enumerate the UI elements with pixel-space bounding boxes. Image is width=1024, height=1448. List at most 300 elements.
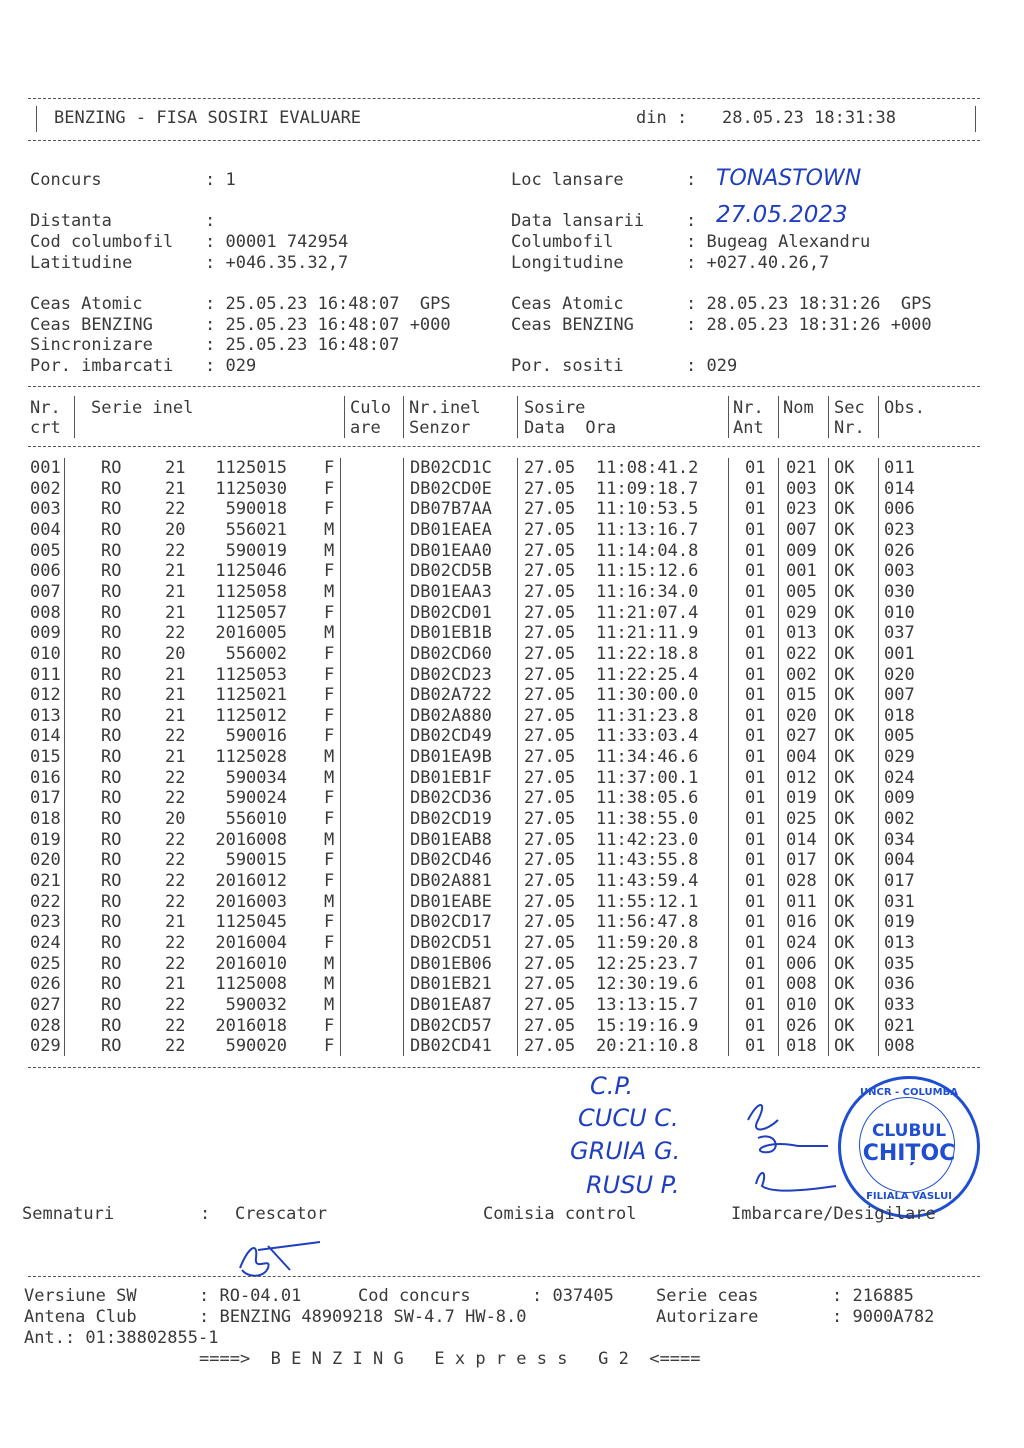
sensor-id: DB02CD36 [410, 788, 492, 809]
obs: 021 [884, 1015, 915, 1036]
table-row [0, 954, 1000, 975]
serie-ceas-label: Serie ceas [656, 1286, 759, 1306]
data-lansarii-colon: : [686, 211, 697, 231]
table-row [0, 582, 1000, 603]
nom: 002 [786, 664, 817, 685]
ring-year: 22 [165, 1036, 186, 1057]
columbofil-label: Columbofil [511, 232, 614, 252]
ring-country: RO [101, 788, 122, 809]
longitudine-value: : +027.40.26,7 [686, 253, 830, 273]
benzing-left-value: : 25.05.23 16:48:07 +000 [205, 315, 451, 335]
autorizare-value: : 9000A782 [832, 1307, 935, 1327]
obs: 017 [884, 871, 915, 891]
stamp-bottom-text: FILIALA VASLUI [866, 1191, 952, 1202]
arrival-time: 11:14:04.8 [596, 540, 699, 561]
nom: 004 [786, 747, 817, 768]
antenna-nr: 01 [745, 829, 766, 850]
arrival-date: 27.05 [524, 829, 576, 850]
nom: 024 [786, 932, 817, 953]
antenna-nr: 01 [745, 664, 766, 685]
concurs-value: : 1 [205, 170, 236, 190]
arrival-date: 27.05 [524, 767, 576, 788]
table-row [0, 541, 1000, 562]
imbarcati-label: Por. imbarcati [30, 356, 174, 376]
body-sep [828, 458, 829, 1056]
arrival-time: 11:33:03.4 [596, 726, 699, 747]
antena-value: : BENZING 48909218 SW-4.7 HW-8.0 [199, 1307, 527, 1327]
arrival-date: 27.05 [524, 726, 576, 747]
arrival-time: 11:13:16.7 [596, 519, 699, 540]
arrival-time: 11:37:00.1 [596, 767, 699, 788]
benzing-right-value: : 28.05.23 18:31:26 +000 [686, 315, 932, 335]
obs: 008 [884, 1036, 915, 1057]
imbarcati-value: : 029 [205, 356, 257, 376]
ring-year: 22 [165, 994, 186, 1015]
sec-nr: OK [834, 871, 855, 891]
nom: 017 [786, 850, 817, 871]
ring-country: RO [101, 871, 122, 891]
col-nr-ant-2: Ant [733, 418, 764, 438]
ring-year: 20 [165, 519, 186, 540]
ring-country: RO [101, 499, 122, 520]
sex: F [324, 1036, 335, 1057]
sec-nr: OK [834, 850, 855, 871]
ring-country: RO [101, 581, 122, 602]
row-nr: 022 [30, 891, 61, 912]
benzing-left-label: Ceas BENZING [30, 315, 153, 335]
ring-year: 22 [165, 788, 186, 809]
ring-year: 21 [165, 685, 186, 706]
body-sep [340, 458, 341, 1056]
hdr-sep [403, 396, 404, 438]
nom: 019 [786, 788, 817, 809]
ring-country: RO [101, 602, 122, 623]
ring-year: 20 [165, 643, 186, 664]
arrival-date: 27.05 [524, 850, 576, 871]
sensor-id: DB07B7AA [410, 499, 492, 520]
ring-country: RO [101, 747, 122, 768]
row-nr: 008 [30, 602, 61, 623]
arrival-date: 27.05 [524, 685, 576, 706]
antenna-nr: 01 [745, 602, 766, 623]
sex: M [324, 623, 335, 644]
benzing-right-label: Ceas BENZING [511, 315, 634, 335]
data-lansarii-label: Data lansarii [511, 211, 645, 231]
signature-scribble [240, 1248, 269, 1276]
sec-nr: OK [834, 478, 855, 499]
latitudine-value: : +046.35.32,7 [205, 253, 349, 273]
committee-rusu: RUSU P. [586, 1171, 680, 1199]
row-nr: 017 [30, 788, 61, 809]
row-nr: 016 [30, 767, 61, 788]
table-row [0, 933, 1000, 954]
arrival-date: 27.05 [524, 788, 576, 809]
semnaturi-label: Semnaturi [22, 1204, 115, 1224]
ring-year: 20 [165, 809, 186, 830]
col-nom: Nom [783, 398, 814, 418]
sex: F [324, 871, 335, 891]
sensor-id: DB01EAEA [410, 519, 492, 540]
antenna-nr: 01 [745, 540, 766, 561]
ring-country: RO [101, 726, 122, 747]
ring-number: 2016003 [215, 891, 287, 912]
arrival-date: 27.05 [524, 664, 576, 685]
ring-number: 2016010 [215, 953, 287, 974]
ring-country: RO [101, 767, 122, 788]
atomic-left-label: Ceas Atomic [30, 294, 143, 314]
ring-country: RO [101, 912, 122, 933]
ring-year: 22 [165, 540, 186, 561]
ring-country: RO [101, 809, 122, 830]
nom: 007 [786, 519, 817, 540]
loc-lansare-colon: : [686, 170, 697, 190]
arrival-time: 20:21:10.8 [596, 1036, 699, 1057]
table-row [0, 830, 1000, 851]
table-row [0, 499, 1000, 520]
table-row [0, 561, 1000, 582]
arrival-date: 27.05 [524, 871, 576, 891]
antenna-nr: 01 [745, 767, 766, 788]
obs: 010 [884, 602, 915, 623]
row-nr: 019 [30, 829, 61, 850]
row-nr: 001 [30, 458, 61, 478]
cod-columbofil-label: Cod columbofil [30, 232, 174, 252]
antenna-nr: 01 [745, 747, 766, 768]
arrival-time: 11:56:47.8 [596, 912, 699, 933]
ring-number: 2016008 [215, 829, 287, 850]
arrival-time: 11:34:46.6 [596, 747, 699, 768]
obs: 031 [884, 891, 915, 912]
sec-nr: OK [834, 1036, 855, 1057]
arrival-time: 11:15:12.6 [596, 561, 699, 582]
ring-number: 1125012 [215, 705, 287, 726]
obs: 013 [884, 932, 915, 953]
ring-country: RO [101, 974, 122, 995]
col-nr-ant-1: Nr. [733, 398, 764, 418]
table-row [0, 974, 1000, 995]
versiune-label: Versiune SW [24, 1286, 137, 1306]
ring-year: 21 [165, 581, 186, 602]
sex: F [324, 643, 335, 664]
sec-nr: OK [834, 767, 855, 788]
row-nr: 014 [30, 726, 61, 747]
ring-number: 2016018 [215, 1015, 287, 1036]
hdr-sep [778, 396, 779, 438]
nom: 010 [786, 994, 817, 1015]
ring-year: 22 [165, 871, 186, 891]
arrival-date: 27.05 [524, 499, 576, 520]
report-title: BENZING - FISA SOSIRI EVALUARE [54, 108, 362, 128]
table-row [0, 685, 1000, 706]
row-nr: 009 [30, 623, 61, 644]
arrival-time: 11:59:20.8 [596, 932, 699, 953]
nom: 006 [786, 953, 817, 974]
ring-country: RO [101, 664, 122, 685]
obs: 004 [884, 850, 915, 871]
committee-cp: C.P. [590, 1072, 634, 1100]
arrival-time: 11:08:41.2 [596, 458, 699, 478]
row-nr: 028 [30, 1015, 61, 1036]
body-sep [64, 458, 65, 1056]
obs: 023 [884, 519, 915, 540]
stamp-top-text: UNCR - COLUMBA [860, 1087, 958, 1098]
arrivals-table [0, 458, 1000, 1058]
table-row [0, 768, 1000, 789]
versiune-value: : RO-04.01 [199, 1286, 302, 1306]
col-nr-crt-2: crt [30, 418, 61, 438]
obs: 024 [884, 767, 915, 788]
nom: 013 [786, 623, 817, 644]
ring-year: 21 [165, 974, 186, 995]
sex: M [324, 891, 335, 912]
arrival-date: 27.05 [524, 809, 576, 830]
sensor-id: DB01EB06 [410, 953, 492, 974]
ring-number: 1125046 [215, 561, 287, 582]
ring-country: RO [101, 540, 122, 561]
sec-nr: OK [834, 809, 855, 830]
ring-year: 21 [165, 602, 186, 623]
antenna-nr: 01 [745, 478, 766, 499]
obs: 020 [884, 664, 915, 685]
sositi-value: : 029 [686, 356, 738, 376]
antenna-nr: 01 [745, 788, 766, 809]
ring-year: 22 [165, 623, 186, 644]
sec-nr: OK [834, 891, 855, 912]
sensor-id: DB01EAA0 [410, 540, 492, 561]
table-row [0, 1036, 1000, 1057]
sositi-label: Por. sositi [511, 356, 624, 376]
obs: 035 [884, 953, 915, 974]
col-sec-nr-1: Sec [834, 398, 865, 418]
obs: 002 [884, 809, 915, 830]
table-row [0, 747, 1000, 768]
arrival-date: 27.05 [524, 458, 576, 478]
sec-nr: OK [834, 519, 855, 540]
obs: 033 [884, 994, 915, 1015]
ring-number: 2016004 [215, 932, 287, 953]
antenna-nr: 01 [745, 912, 766, 933]
ring-year: 22 [165, 829, 186, 850]
nom: 027 [786, 726, 817, 747]
sex: M [324, 953, 335, 974]
signature-scribble [258, 1242, 320, 1270]
row-nr: 018 [30, 809, 61, 830]
obs: 005 [884, 726, 915, 747]
obs: 030 [884, 581, 915, 602]
sensor-id: DB02CD41 [410, 1036, 492, 1057]
row-nr: 010 [30, 643, 61, 664]
sensor-id: DB01EB21 [410, 974, 492, 995]
sex: F [324, 912, 335, 933]
arrival-date: 27.05 [524, 932, 576, 953]
sex: M [324, 974, 335, 995]
report-date-value: 28.05.23 18:31:38 [722, 108, 896, 128]
sec-nr: OK [834, 685, 855, 706]
row-nr: 004 [30, 519, 61, 540]
table-row [0, 665, 1000, 686]
body-sep [403, 458, 404, 1056]
sensor-id: DB01EAA3 [410, 581, 492, 602]
ring-year: 21 [165, 561, 186, 582]
body-sep [878, 458, 879, 1056]
header-left-border [36, 106, 37, 132]
obs: 006 [884, 499, 915, 520]
sex: M [324, 747, 335, 768]
autorizare-label: Autorizare [656, 1307, 759, 1327]
col-nr-inel-2: Senzor [409, 418, 471, 438]
obs: 019 [884, 912, 915, 933]
atomic-right-label: Ceas Atomic [511, 294, 624, 314]
arrival-date: 27.05 [524, 974, 576, 995]
ring-year: 22 [165, 891, 186, 912]
table-row [0, 995, 1000, 1016]
ring-number: 1125045 [215, 912, 287, 933]
table-row [0, 520, 1000, 541]
ring-number: 1125028 [215, 747, 287, 768]
crescator-label: Crescator [235, 1204, 328, 1224]
hdr-sep [74, 396, 75, 438]
ring-number: 2016012 [215, 871, 287, 891]
ring-year: 22 [165, 953, 186, 974]
antenna-nr: 01 [745, 643, 766, 664]
nom: 029 [786, 602, 817, 623]
benzing-express-banner: ====> B E N Z I N G E x p r e s s G 2 <==== [199, 1349, 701, 1369]
ring-number: 1125021 [215, 685, 287, 706]
obs: 009 [884, 788, 915, 809]
ring-number: 590015 [225, 850, 287, 871]
antenna-nr: 01 [745, 685, 766, 706]
sec-nr: OK [834, 643, 855, 664]
ring-year: 22 [165, 499, 186, 520]
sincronizare-value: : 25.05.23 16:48:07 [205, 335, 400, 355]
sensor-id: DB02CD46 [410, 850, 492, 871]
col-culoare-2: are [350, 418, 381, 438]
row-nr: 029 [30, 1036, 61, 1057]
arrival-time: 11:21:07.4 [596, 602, 699, 623]
sec-nr: OK [834, 747, 855, 768]
row-nr: 027 [30, 994, 61, 1015]
ring-country: RO [101, 994, 122, 1015]
stamp-line2: CHIȚOC [862, 1141, 956, 1166]
nom: 022 [786, 643, 817, 664]
ring-number: 1125008 [215, 974, 287, 995]
ring-number: 1125057 [215, 602, 287, 623]
sensor-id: DB02A722 [410, 685, 492, 706]
obs: 018 [884, 705, 915, 726]
sex: M [324, 767, 335, 788]
nom: 021 [786, 458, 817, 478]
body-sep [728, 458, 729, 1056]
arrival-time: 11:43:55.8 [596, 850, 699, 871]
longitudine-label: Longitudine [511, 253, 624, 273]
arrival-date: 27.05 [524, 519, 576, 540]
ant-line: Ant.: 01:38802855-1 [24, 1328, 219, 1348]
sincronizare-label: Sincronizare [30, 335, 153, 355]
sex: F [324, 664, 335, 685]
antenna-nr: 01 [745, 705, 766, 726]
arrival-time: 13:13:15.7 [596, 994, 699, 1015]
sec-nr: OK [834, 994, 855, 1015]
antenna-nr: 01 [745, 499, 766, 520]
sex: F [324, 458, 335, 478]
sex: F [324, 602, 335, 623]
row-nr: 003 [30, 499, 61, 520]
sex: F [324, 705, 335, 726]
antenna-nr: 01 [745, 1036, 766, 1057]
ring-country: RO [101, 685, 122, 706]
nom: 012 [786, 767, 817, 788]
table-row [0, 912, 1000, 933]
arrival-time: 11:42:23.0 [596, 829, 699, 850]
table-header-top-border [28, 386, 980, 387]
arrival-time: 12:25:23.7 [596, 953, 699, 974]
ring-country: RO [101, 623, 122, 644]
arrival-date: 27.05 [524, 602, 576, 623]
table-row [0, 809, 1000, 830]
nom: 009 [786, 540, 817, 561]
stamp-line1: CLUBUL [871, 1121, 947, 1141]
row-nr: 005 [30, 540, 61, 561]
antenna-nr: 01 [745, 519, 766, 540]
arrival-time: 11:38:55.0 [596, 809, 699, 830]
antenna-nr: 01 [745, 891, 766, 912]
row-nr: 013 [30, 705, 61, 726]
arrival-time: 11:38:05.6 [596, 788, 699, 809]
antenna-nr: 01 [745, 953, 766, 974]
loc-lansare-label: Loc lansare [511, 170, 624, 190]
arrival-time: 11:16:34.0 [596, 581, 699, 602]
nom: 023 [786, 499, 817, 520]
arrival-time: 11:22:25.4 [596, 664, 699, 685]
row-nr: 015 [30, 747, 61, 768]
ring-year: 21 [165, 478, 186, 499]
sec-nr: OK [834, 561, 855, 582]
sex: F [324, 561, 335, 582]
ring-number: 556021 [225, 519, 287, 540]
obs: 026 [884, 540, 915, 561]
sensor-id: DB01EB1F [410, 767, 492, 788]
antenna-nr: 01 [745, 994, 766, 1015]
arrival-date: 27.05 [524, 747, 576, 768]
row-nr: 011 [30, 664, 61, 685]
hdr-sep [728, 396, 729, 438]
nom: 003 [786, 478, 817, 499]
sec-nr: OK [834, 540, 855, 561]
arrival-date: 27.05 [524, 540, 576, 561]
sex: M [324, 829, 335, 850]
sec-nr: OK [834, 974, 855, 995]
antenna-nr: 01 [745, 623, 766, 644]
sensor-id: DB02CD51 [410, 932, 492, 953]
table-bottom-border [28, 1067, 980, 1068]
nom: 025 [786, 809, 817, 830]
ring-number: 1125058 [215, 581, 287, 602]
sex: F [324, 788, 335, 809]
arrival-date: 27.05 [524, 994, 576, 1015]
columbofil-value: : Bugeag Alexandru [686, 232, 871, 252]
data-lansarii-handwritten: 27.05.2023 [716, 202, 848, 228]
ring-number: 590024 [225, 788, 287, 809]
antenna-nr: 01 [745, 809, 766, 830]
arrival-date: 27.05 [524, 953, 576, 974]
antenna-nr: 01 [745, 871, 766, 891]
sex: M [324, 581, 335, 602]
row-nr: 007 [30, 581, 61, 602]
obs: 037 [884, 623, 915, 644]
sensor-id: DB02CD19 [410, 809, 492, 830]
obs: 001 [884, 643, 915, 664]
sex: F [324, 499, 335, 520]
